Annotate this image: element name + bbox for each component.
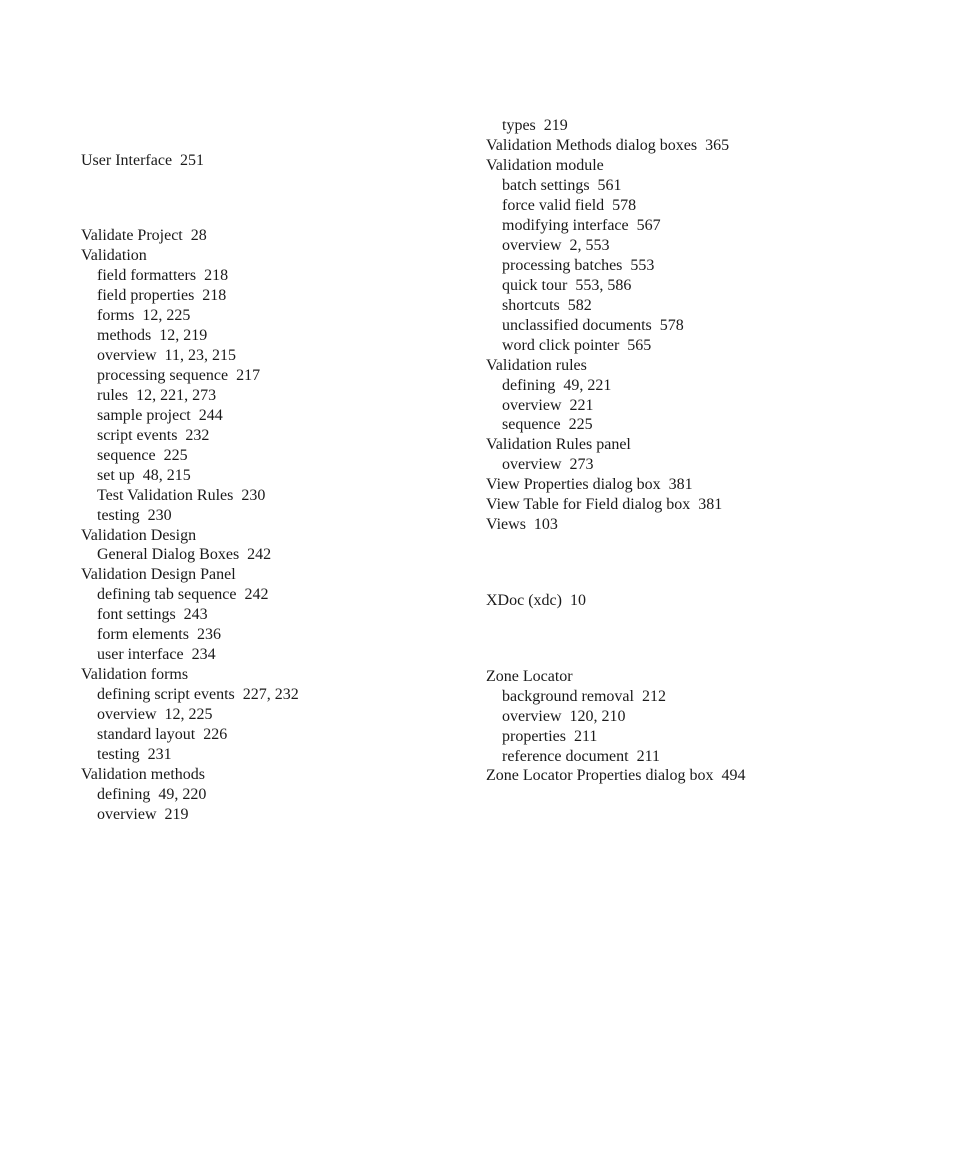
index-entry: Zone Locator Properties dialog box 494 — [486, 767, 746, 784]
index-subentry: overview 273 — [502, 456, 594, 473]
index-subentry: testing 230 — [97, 507, 172, 524]
index-subentry: General Dialog Boxes 242 — [97, 546, 272, 563]
index-subentry: rules 12, 221, 273 — [97, 387, 217, 404]
index-subentry: processing sequence 217 — [97, 367, 261, 384]
index-subentry: user interface 234 — [97, 646, 216, 663]
index-entry: Validation Design — [81, 527, 197, 544]
index-subentry: force valid field 578 — [502, 197, 637, 214]
index-subentry: overview 219 — [97, 806, 189, 823]
index-subentry: defining 49, 221 — [502, 377, 612, 394]
index-subentry: overview 11, 23, 215 — [97, 347, 236, 364]
index-subentry: processing batches 553 — [502, 257, 655, 274]
index-subentry: defining 49, 220 — [97, 786, 207, 803]
index-subentry: properties 211 — [502, 728, 598, 745]
index-entry: Validation — [81, 247, 147, 264]
index-entry: Validation module — [486, 157, 604, 174]
index-subentry: form elements 236 — [97, 626, 221, 643]
index-subentry: overview 12, 225 — [97, 706, 213, 723]
index-subentry: set up 48, 215 — [97, 467, 191, 484]
index-entry: Zone Locator — [486, 668, 573, 685]
index-subentry: overview 221 — [502, 397, 594, 414]
index-entry: XDoc (xdc) 10 — [486, 592, 586, 609]
index-entry: View Properties dialog box 381 — [486, 476, 693, 493]
index-subentry: sample project 244 — [97, 407, 223, 424]
index-subentry: defining tab sequence 242 — [97, 586, 269, 603]
index-subentry: font settings 243 — [97, 606, 208, 623]
index-entry: View Table for Field dialog box 381 — [486, 496, 723, 513]
index-entry: Views 103 — [486, 516, 558, 533]
index-entry: Validation Methods dialog boxes 365 — [486, 137, 730, 154]
index-subentry: field properties 218 — [97, 287, 227, 304]
index-subentry: batch settings 561 — [502, 177, 622, 194]
index-subentry: word click pointer 565 — [502, 337, 652, 354]
index-subentry: types 219 — [502, 117, 568, 134]
index-subentry: modifying interface 567 — [502, 217, 661, 234]
index-subentry: sequence 225 — [97, 447, 188, 464]
index-subentry: sequence 225 — [502, 416, 593, 433]
index-entry: Validation forms — [81, 666, 189, 683]
index-subentry: unclassified documents 578 — [502, 317, 684, 334]
index-subentry: quick tour 553, 586 — [502, 277, 632, 294]
index-subentry: script events 232 — [97, 427, 210, 444]
index-subentry: overview 120, 210 — [502, 708, 626, 725]
index-entry: Validation rules — [486, 357, 587, 374]
index-entry: Validation methods — [81, 766, 205, 783]
index-subentry: testing 231 — [97, 746, 172, 763]
index-subentry: overview 2, 553 — [502, 237, 610, 254]
index-subentry: field formatters 218 — [97, 267, 229, 284]
index-entry: Validation Design Panel — [81, 566, 236, 583]
index-subentry: standard layout 226 — [97, 726, 228, 743]
index-subentry: Test Validation Rules 230 — [97, 487, 266, 504]
index-subentry: shortcuts 582 — [502, 297, 592, 314]
index-entry: Validate Project 28 — [81, 227, 207, 244]
index-subentry: methods 12, 219 — [97, 327, 208, 344]
index-subentry: background removal 212 — [502, 688, 666, 705]
index-subentry: forms 12, 225 — [97, 307, 191, 324]
index-entry: Validation Rules panel — [486, 436, 631, 453]
index-entry: User Interface 251 — [81, 152, 205, 169]
index-subentry: defining script events 227, 232 — [97, 686, 299, 703]
index-subentry: reference document 211 — [502, 748, 660, 765]
